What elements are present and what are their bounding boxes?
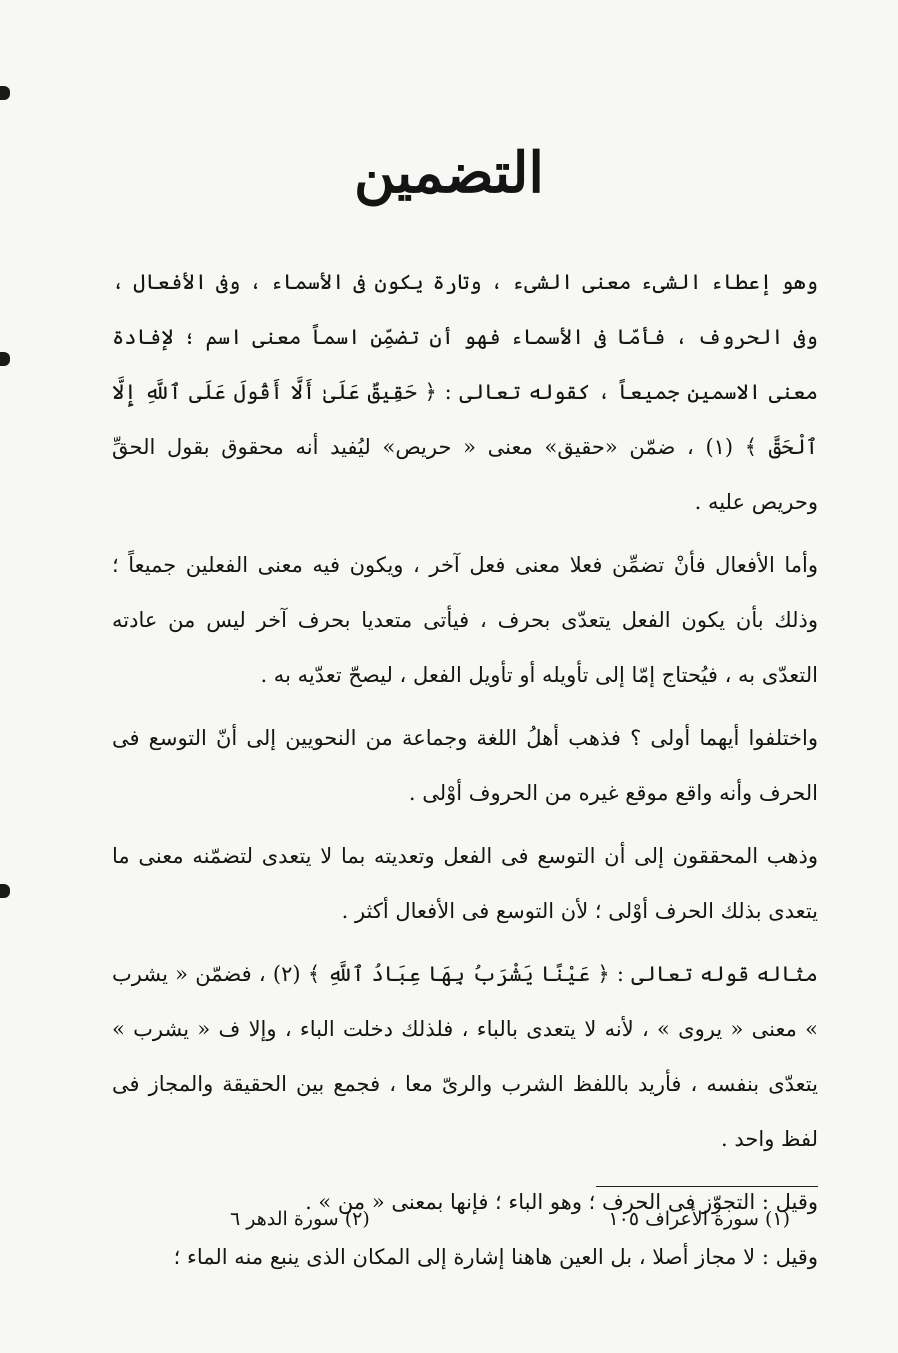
footnote-divider bbox=[596, 1186, 818, 1187]
paragraph: وقيل : لا مجاز أصلا ، بل العين هاهنا إشارة إلى المكان الذى ينبع منه الماء ؛ bbox=[173, 1245, 818, 1269]
paragraph: مثاله قوله تعالى : ﴿ عَيْنًا يَشْرَبُ بِهَا عِبَادُ ٱللَّهِ ﴾ (٢) ، فضمّن « يشرب » معنى « يروى » ، لأنه لا يتعدى بالباء ، فلذلك دخلت الباء ، وإلا ف « يشرب » يتعدّى بنفسه ، فأريد باللفظ الشرب والرىّ معا ، فجمع بين الحقيقة والمجاز فى لفظ واحد . bbox=[112, 962, 818, 1151]
footnote-2: (٢) سورة الدهر ٦ bbox=[230, 1208, 370, 1230]
paragraph: وأما الأفعال فأنْ تضمِّن فعلا معنى فعل آخر ، ويكون فيه معنى الفعلين جميعاً ؛ وذلك بأن يكون الفعل يتعدّى بحرف ، فيأتى متعديا بحرف آخر ليس من عادته التعدّى به ، فيُحتاج إمّا إلى تأويله أو تأويل الفعل ، ليصحّ تعدّيه به . bbox=[112, 553, 818, 687]
paragraph: وهو إعطاء الشىء معنى الشىء ، وتارة يكون فى الأسماء ، وفى الأفعال ، وفى الحروف ، فأمّا فى الأسماء فهو أن تضمِّن اسماً معنى اسم ؛ لإفادة معنى الاسمين جميعاً ، كقوله تعالى : ﴿ حَقِيقٌ عَلَىٰ أَلَّا أَقُولَ عَلَى ٱللَّهِ إِلَّا ٱلْحَقَّ ﴾ (١) ، ضمّن «حقيق» معنى « حريص» ليُفيد أنه محقوق بقول الحقِّ وحريص عليه . bbox=[112, 270, 818, 514]
body-text bbox=[112, 255, 818, 1285]
footnote-1: (١) سورة الأعراف ١٠٥ bbox=[608, 1208, 790, 1230]
paragraph: وذهب المحققون إلى أن التوسع فى الفعل وتعديته بما لا يتعدى لتضمّنه معنى ما يتعدى بذلك الحرف أوْلى ؛ لأن التوسع فى الأفعال أكثر . bbox=[112, 844, 818, 923]
paragraph: وقيل : التجوّز فى الحرف ؛ وهو الباء ؛ فإنها بمعنى « من » . bbox=[305, 1190, 818, 1214]
paragraph: واختلفوا أيهما أولى ؟ فذهب أهلُ اللغة وجماعة من النحويين إلى أنّ التوسع فى الحرف وأنه واقع موقع غيره من الحروف أوْلى . bbox=[112, 726, 818, 805]
margin-mark bbox=[0, 86, 10, 100]
page-title: التضمين bbox=[354, 140, 544, 206]
footnotes bbox=[200, 1208, 790, 1238]
margin-mark bbox=[0, 884, 10, 898]
margin-mark bbox=[0, 352, 10, 366]
